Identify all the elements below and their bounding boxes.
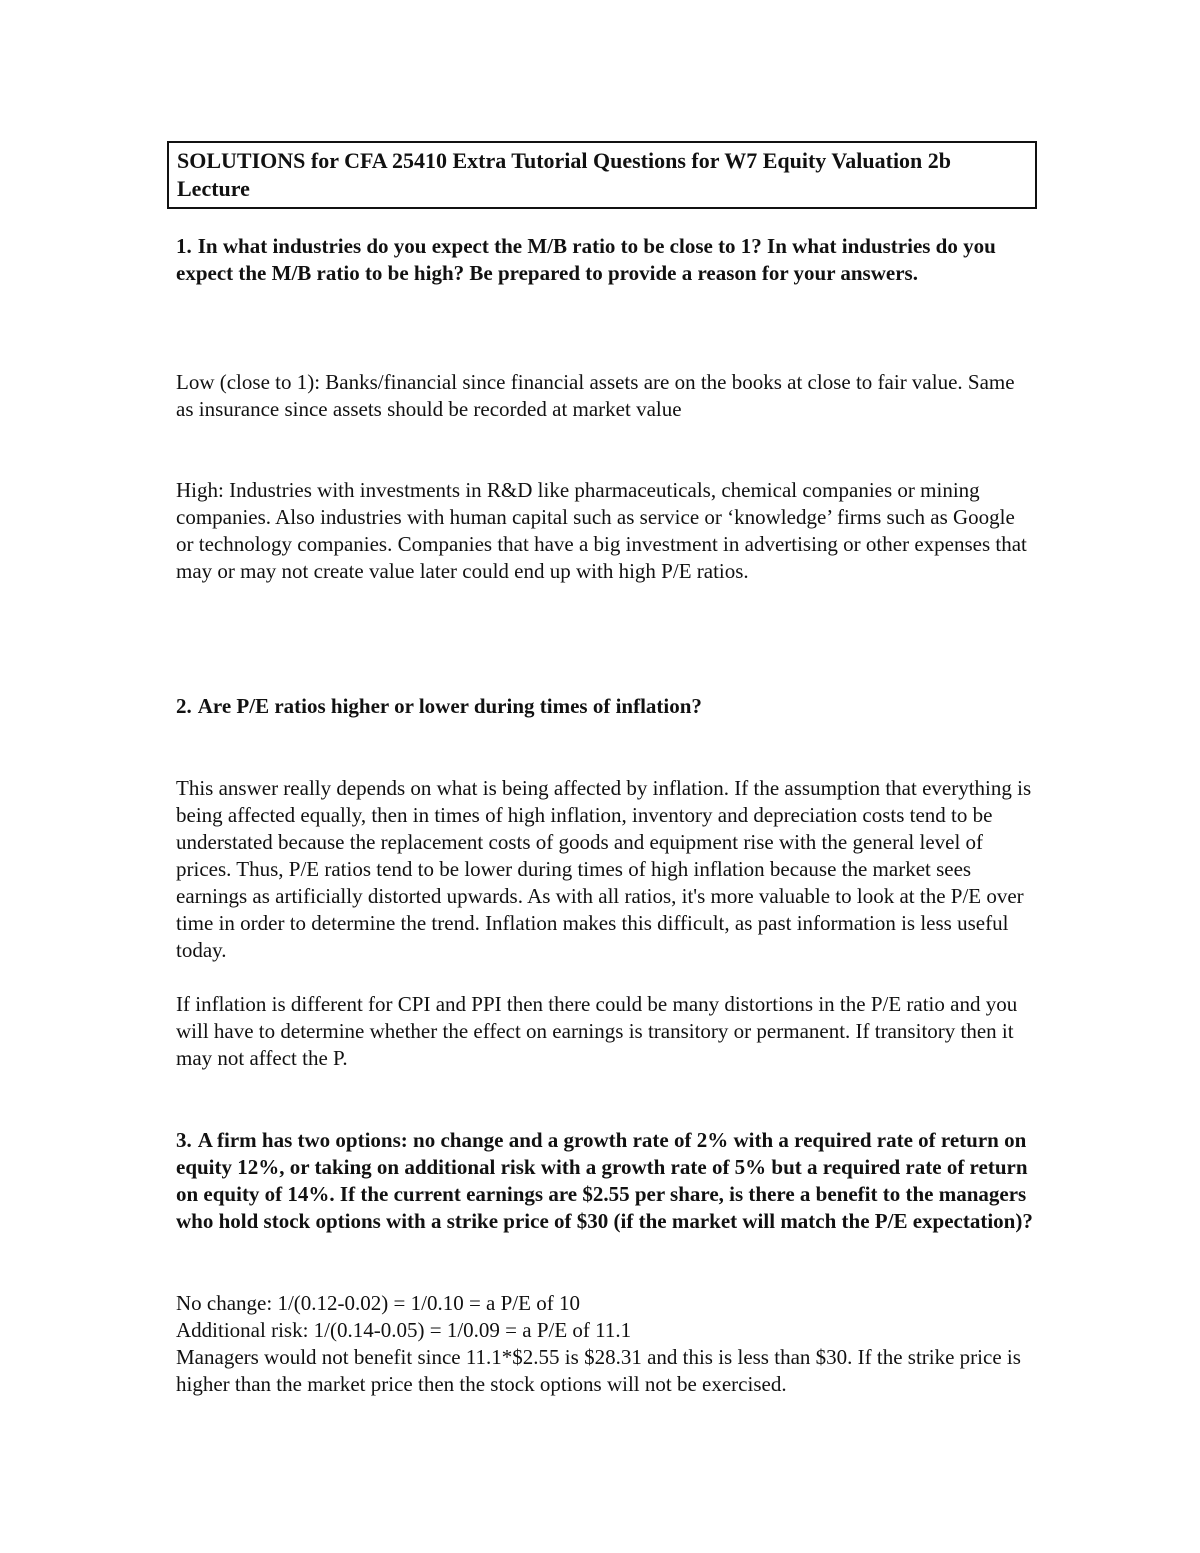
- question-1: [176, 233, 1036, 287]
- question-1-number: 1.: [176, 234, 192, 258]
- answer-3-no-change: No change: 1/(0.12-0.02) = 1/0.10 = a P/E of 10: [176, 1291, 580, 1315]
- question-2-text: Are P/E ratios higher or lower during times of inflation?: [197, 694, 702, 718]
- answer-3: [176, 1290, 1036, 1398]
- answer-2-paragraph-2: If inflation is different for CPI and PPI then there could be many distortions in the P/E ratio and you will have to determine whether the effect on earnings is transitory or permanent. If transitory then it may not affect the P.: [176, 992, 1018, 1070]
- answer-3-conclusion: Managers would not benefit since 11.1*$2.55 is $28.31 and this is less than $30. If the strike price is higher than the market price then the stock options will not be exercised.: [176, 1345, 1021, 1396]
- question-3-text: A firm has two options: no change and a growth rate of 2% with a required rate of return on equity 12%, or taking on additional risk with a growth rate of 5% but a required rate of return on equity of 14%. If the current earnings are $2.55 per share, is there a benefit to the managers who hold stock options with a strike price of $30 (if the market will match the P/E expectation)?: [176, 1128, 1033, 1233]
- question-3: [176, 1127, 1036, 1235]
- document-title: SOLUTIONS for CFA 25410 Extra Tutorial Questions for W7 Equity Valuation 2b Lecture: [177, 148, 952, 201]
- question-1-text: In what industries do you expect the M/B ratio to be close to 1? In what industries do you expect the M/B ratio to be high? Be prepared to provide a reason for your answers.: [176, 234, 996, 285]
- question-3-number: 3.: [176, 1128, 192, 1152]
- answer-1-low: Low (close to 1): Banks/financial since financial assets are on the books at close to fair value. Same as insurance since assets should be recorded at market value: [176, 370, 1015, 421]
- title-box: [167, 141, 1037, 209]
- question-2: [176, 693, 1036, 720]
- question-2-number: 2.: [176, 694, 192, 718]
- answer-2-paragraph-1: This answer really depends on what is being affected by inflation. If the assumption that everything is being affected equally, then in times of high inflation, inventory and depreciation costs tend to be understated because the replacement costs of goods and equipment rise with the general level of prices. Thus, P/E ratios tend to be lower during times of high inflation because the market sees earnings as artificially distorted upwards. As with all ratios, it's more valuable to look at the P/E over time in order to determine the trend. Inflation makes this difficult, as past information is less useful today.: [176, 776, 1032, 962]
- answer-1-high: High: Industries with investments in R&D like pharmaceuticals, chemical companies or mining companies. Also industries with human capital such as service or ‘knowledge’ firms such as Google or technology companies. Companies that have a big investment in advertising or other expenses that may or may not create value later could end up with high P/E ratios.: [176, 478, 1027, 583]
- answer-3-additional-risk: Additional risk: 1/(0.14-0.05) = 1/0.09 = a P/E of 11.1: [176, 1318, 632, 1342]
